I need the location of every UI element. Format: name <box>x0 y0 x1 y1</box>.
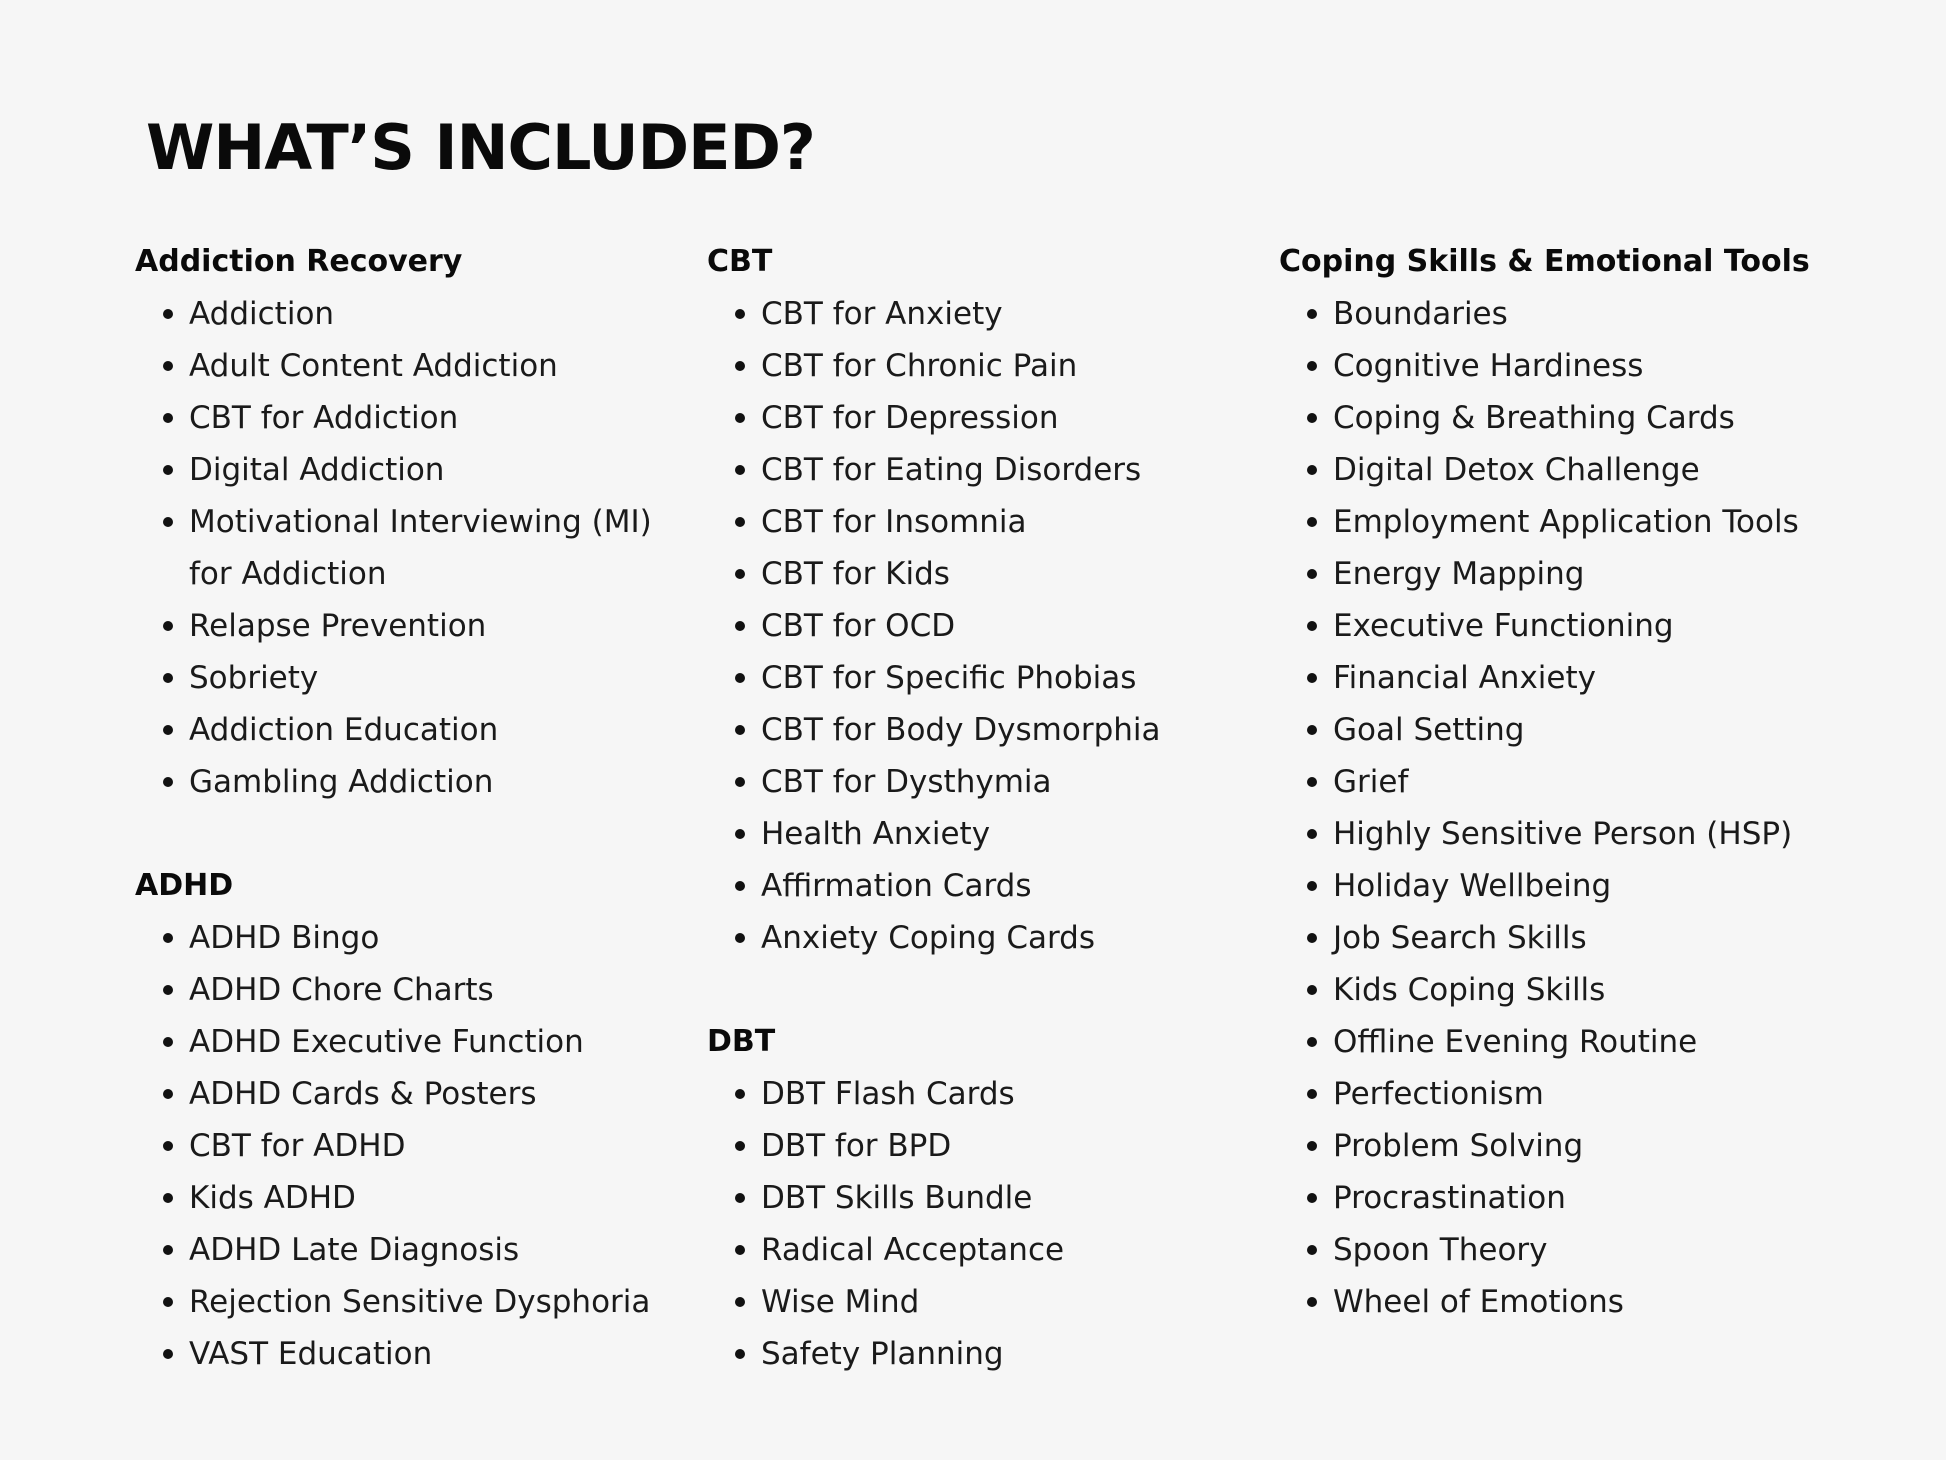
list-item: ADHD Executive Function <box>135 1016 675 1068</box>
item-list <box>135 288 675 808</box>
list-item: Goal Setting <box>1279 704 1839 756</box>
list-item: Spoon Theory <box>1279 1224 1839 1276</box>
list-item: Anxiety Coping Cards <box>707 912 1247 964</box>
section-heading: ADHD <box>135 868 234 903</box>
list-item: Job Search Skills <box>1279 912 1839 964</box>
list-item: Health Anxiety <box>707 808 1247 860</box>
list-item: Digital Detox Challenge <box>1279 444 1839 496</box>
list-item: CBT for Dysthymia <box>707 756 1247 808</box>
list-item: Gambling Addiction <box>135 756 675 808</box>
list-item: ADHD Chore Charts <box>135 964 675 1016</box>
section-heading: Coping Skills & Emotional Tools <box>1279 244 1810 279</box>
list-item: CBT for Body Dysmorphia <box>707 704 1247 756</box>
item-list <box>1279 288 1839 1328</box>
list-item: Kids Coping Skills <box>1279 964 1839 1016</box>
list-item: Rejection Sensitive Dysphoria <box>135 1276 675 1328</box>
list-item: Addiction Education <box>135 704 675 756</box>
list-item: Perfectionism <box>1279 1068 1839 1120</box>
section-heading: CBT <box>707 244 773 279</box>
list-item: DBT Skills Bundle <box>707 1172 1247 1224</box>
list-item: Radical Acceptance <box>707 1224 1247 1276</box>
list-item: CBT for Insomnia <box>707 496 1247 548</box>
list-item: Addiction <box>135 288 675 340</box>
section-dbt <box>707 1016 1247 1380</box>
list-item: Cognitive Hardiness <box>1279 340 1839 392</box>
section-adhd <box>135 860 675 1380</box>
list-item: Safety Planning <box>707 1328 1247 1380</box>
list-item: Offline Evening Routine <box>1279 1016 1839 1068</box>
list-item: Employment Application Tools <box>1279 496 1839 548</box>
list-item: CBT for Chronic Pain <box>707 340 1247 392</box>
list-item: Wise Mind <box>707 1276 1247 1328</box>
list-item: Procrastination <box>1279 1172 1839 1224</box>
list-item: CBT for Specific Phobias <box>707 652 1247 704</box>
list-item: ADHD Bingo <box>135 912 675 964</box>
list-item: DBT for BPD <box>707 1120 1247 1172</box>
item-list <box>135 912 675 1380</box>
list-item: Boundaries <box>1279 288 1839 340</box>
list-item: Adult Content Addiction <box>135 340 675 392</box>
list-item: Wheel of Emotions <box>1279 1276 1839 1328</box>
list-item: VAST Education <box>135 1328 675 1380</box>
list-item: CBT for OCD <box>707 600 1247 652</box>
list-item: Energy Mapping <box>1279 548 1839 600</box>
list-item: Financial Anxiety <box>1279 652 1839 704</box>
section-heading: Addiction Recovery <box>135 244 463 279</box>
list-item: Highly Sensitive Person (HSP) <box>1279 808 1839 860</box>
list-item: CBT for Anxiety <box>707 288 1247 340</box>
list-item: Grief <box>1279 756 1839 808</box>
list-item: Holiday Wellbeing <box>1279 860 1839 912</box>
list-item: Affirmation Cards <box>707 860 1247 912</box>
list-item: ADHD Cards & Posters <box>135 1068 675 1120</box>
column-2 <box>707 236 1247 1432</box>
section-addiction-recovery <box>135 236 675 808</box>
section-coping-skills <box>1279 236 1839 1328</box>
item-list <box>707 1068 1247 1380</box>
list-item: CBT for Eating Disorders <box>707 444 1247 496</box>
list-item: Kids ADHD <box>135 1172 675 1224</box>
list-item: CBT for Depression <box>707 392 1247 444</box>
list-item: Relapse Prevention <box>135 600 675 652</box>
list-item: DBT Flash Cards <box>707 1068 1247 1120</box>
section-cbt <box>707 236 1247 964</box>
section-heading: DBT <box>707 1024 776 1059</box>
column-3 <box>1279 236 1839 1380</box>
list-item: Coping & Breathing Cards <box>1279 392 1839 444</box>
list-item: Problem Solving <box>1279 1120 1839 1172</box>
list-item: CBT for ADHD <box>135 1120 675 1172</box>
list-item: Executive Functioning <box>1279 600 1839 652</box>
page-title: WHAT’S INCLUDED? <box>146 111 815 184</box>
list-item: ADHD Late Diagnosis <box>135 1224 675 1276</box>
list-item: Motivational Interviewing (MI) for Addiction <box>135 496 675 600</box>
item-list <box>707 288 1247 964</box>
column-1 <box>135 236 675 1432</box>
list-item: Sobriety <box>135 652 675 704</box>
list-item: Digital Addiction <box>135 444 675 496</box>
list-item: CBT for Kids <box>707 548 1247 600</box>
list-item: CBT for Addiction <box>135 392 675 444</box>
